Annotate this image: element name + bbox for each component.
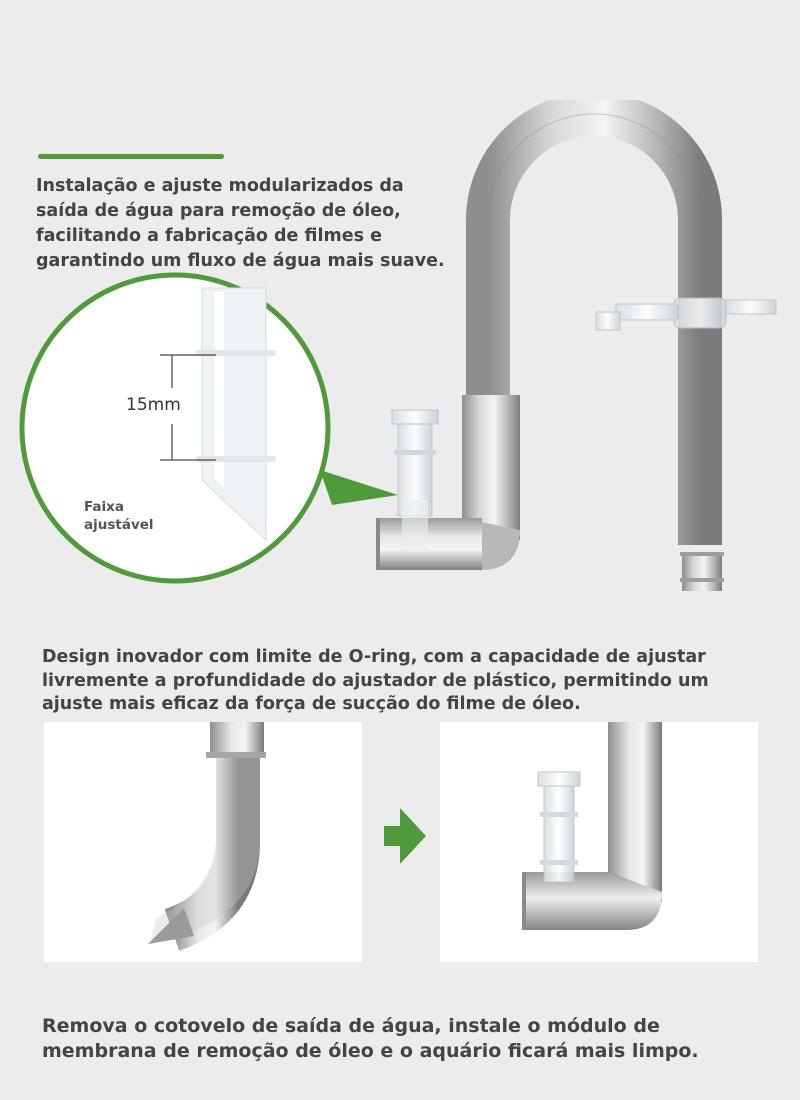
zoom-pointer — [320, 470, 398, 505]
after-panel — [440, 722, 758, 962]
arrow-right-icon — [384, 806, 428, 866]
intro-description: Instalação e ajuste modularizados da saída de água para remoção de óleo, facilitando a fabricação de filmes e garantindo um fluxo de água mais suave. — [36, 176, 445, 271]
footer-description: Remova o cotovelo de saída de água, instale o módulo de membrana de remoção de óleo e o aquário ficará mais limpo. — [42, 1015, 699, 1062]
mounting-clip — [596, 298, 776, 330]
elbow-with-skimmer-image — [440, 722, 758, 962]
pipe-elbow-outlet — [376, 518, 482, 570]
zoom-circle — [22, 275, 328, 581]
adjustable-range-label: Faixa ajustável — [84, 499, 154, 533]
before-panel — [44, 722, 362, 962]
measure-label: 15mm — [126, 395, 181, 415]
bent-outlet-pipe-image — [44, 722, 362, 962]
design-description: Design inovador com limite de O-ring, com a capacidade de ajustar livremente a profundidade do ajustador de plástico, permitindo um ajuste mais eficaz da força de sucção do filme de óleo. — [42, 647, 709, 714]
